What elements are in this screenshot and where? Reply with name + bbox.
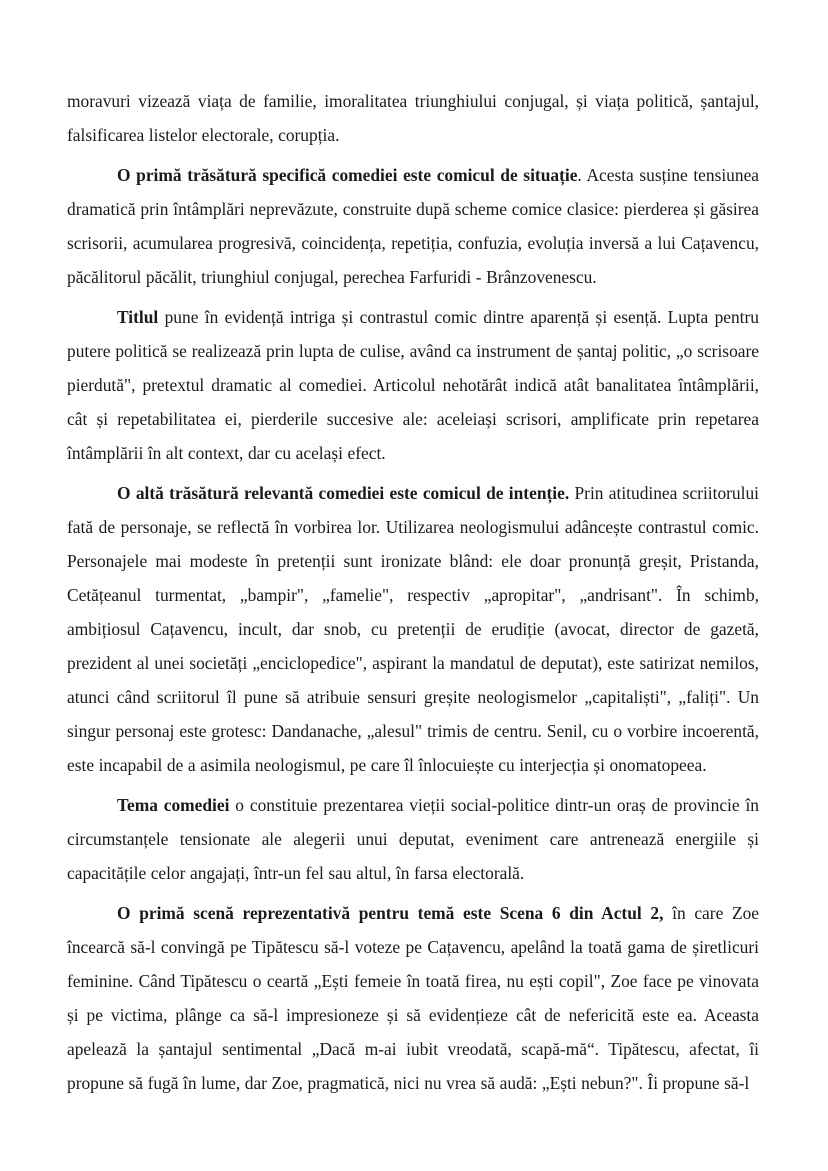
paragraph-lead-bold: O primă trăsătură specifică comediei este comicul de situație — [117, 165, 578, 185]
paragraph — [67, 896, 759, 1100]
paragraph — [67, 788, 759, 890]
paragraph-body: o constituie prezentarea vieții social-politice dintr-un oraș de provincie în circumstanțele tensionate ale alegerii unui deputat, eveniment care antrenează energiile și capacitățile celor angajați, într-un fel sau altul, în farsa electorală. — [67, 795, 759, 883]
paragraph-body: . Acesta susține tensiunea dramatică prin întâmplări neprevăzute, construite după scheme comice clasice: pierderea și găsirea scrisorii, acumularea progresivă, coincidența, repetiția, confuzia, evoluția inversă a lui Cațavencu, păcălitorul păcălit, triunghiul conjugal, perechea Farfuridi - Brânzovenescu. — [67, 165, 760, 287]
paragraph — [67, 476, 759, 782]
paragraph — [67, 158, 759, 294]
paragraph-lead-bold: O primă scenă reprezentativă pentru temă este Scena 6 din Actul 2, — [117, 903, 664, 923]
paragraph-body: Prin atitudinea scriitorului fată de personaje, se reflectă în vorbirea lor. Utilizarea neologismului adâncește contrastul comic. Personajele mai modeste în pretenții sunt ironizate blând: ele doar pronunță greșit, Pristanda, Cetățeanul turmentat, „bampir", „famelie", respectiv „apropitar", „andrisant". În schimb, ambițiosul Cațavencu, incult, dar snob, cu pretenții de erudiție (avocat, director de gazetă, prezident al unei societăți „enciclopedice", aspirant la mandatul de deputat), este satirizat nemilos, atunci când scriitorul îl pune să atribuie sensuri greșite neologismelor „capitaliști", „faliți". Un singur personaj este grotesc: Dandanache, „alesul" trimis de centru. Senil, cu o vorbire incoerentă, este incapabil de a asimila neologismul, pe care îl înlocuiește cu interjecția și onomatopeea. — [67, 483, 759, 775]
paragraph-lead-bold: O altă trăsătură relevantă comediei este comicul de intenție. — [117, 483, 570, 503]
paragraph-body: pune în evidență intriga și contrastul comic dintre aparență și esență. Lupta pentru putere politică se realizează prin lupta de culise, având ca instrument de șantaj politic, „o scrisoare pierdută", pretextul dramatic al comediei. Articolul nehotărât indică atât banalitatea întâmplării, cât și repetabilitatea ei, pierderile succesive ale: aceleiași scrisori, amplificate prin repetarea întâmplării în alt context, dar cu același efect. — [67, 307, 759, 463]
paragraph — [67, 300, 759, 470]
paragraph — [67, 84, 759, 152]
paragraph-body: în care Zoe încearcă să-l convingă pe Tipătescu să-l voteze pe Cațavencu, apelând la toată gama de șiretlicuri feminine. Când Tipătescu o ceartă „Ești femeie în toată firea, nu ești copil", Zoe face pe vinovata și pe victima, plânge ca să-l impresioneze și să evidențieze cât de nefericită este ea. Aceasta apelează la șantajul sentimental „Dacă m-ai iubit vreodată, scapă-mă“. Tipătescu, afectat, îi propune să fugă în lume, dar Zoe, pragmatică, nici nu vrea să audă: „Ești nebun?". Îi propune să-l — [67, 903, 760, 1093]
document-text-body — [67, 84, 759, 1100]
paragraph-body: moravuri vizează viața de familie, imoralitatea triunghiului conjugal, și viața politică, șantajul, falsificarea listelor electorale, corupția. — [67, 91, 759, 145]
paragraph-lead-bold: Titlul — [117, 307, 159, 327]
paragraph-lead-bold: Tema comediei — [117, 795, 230, 815]
